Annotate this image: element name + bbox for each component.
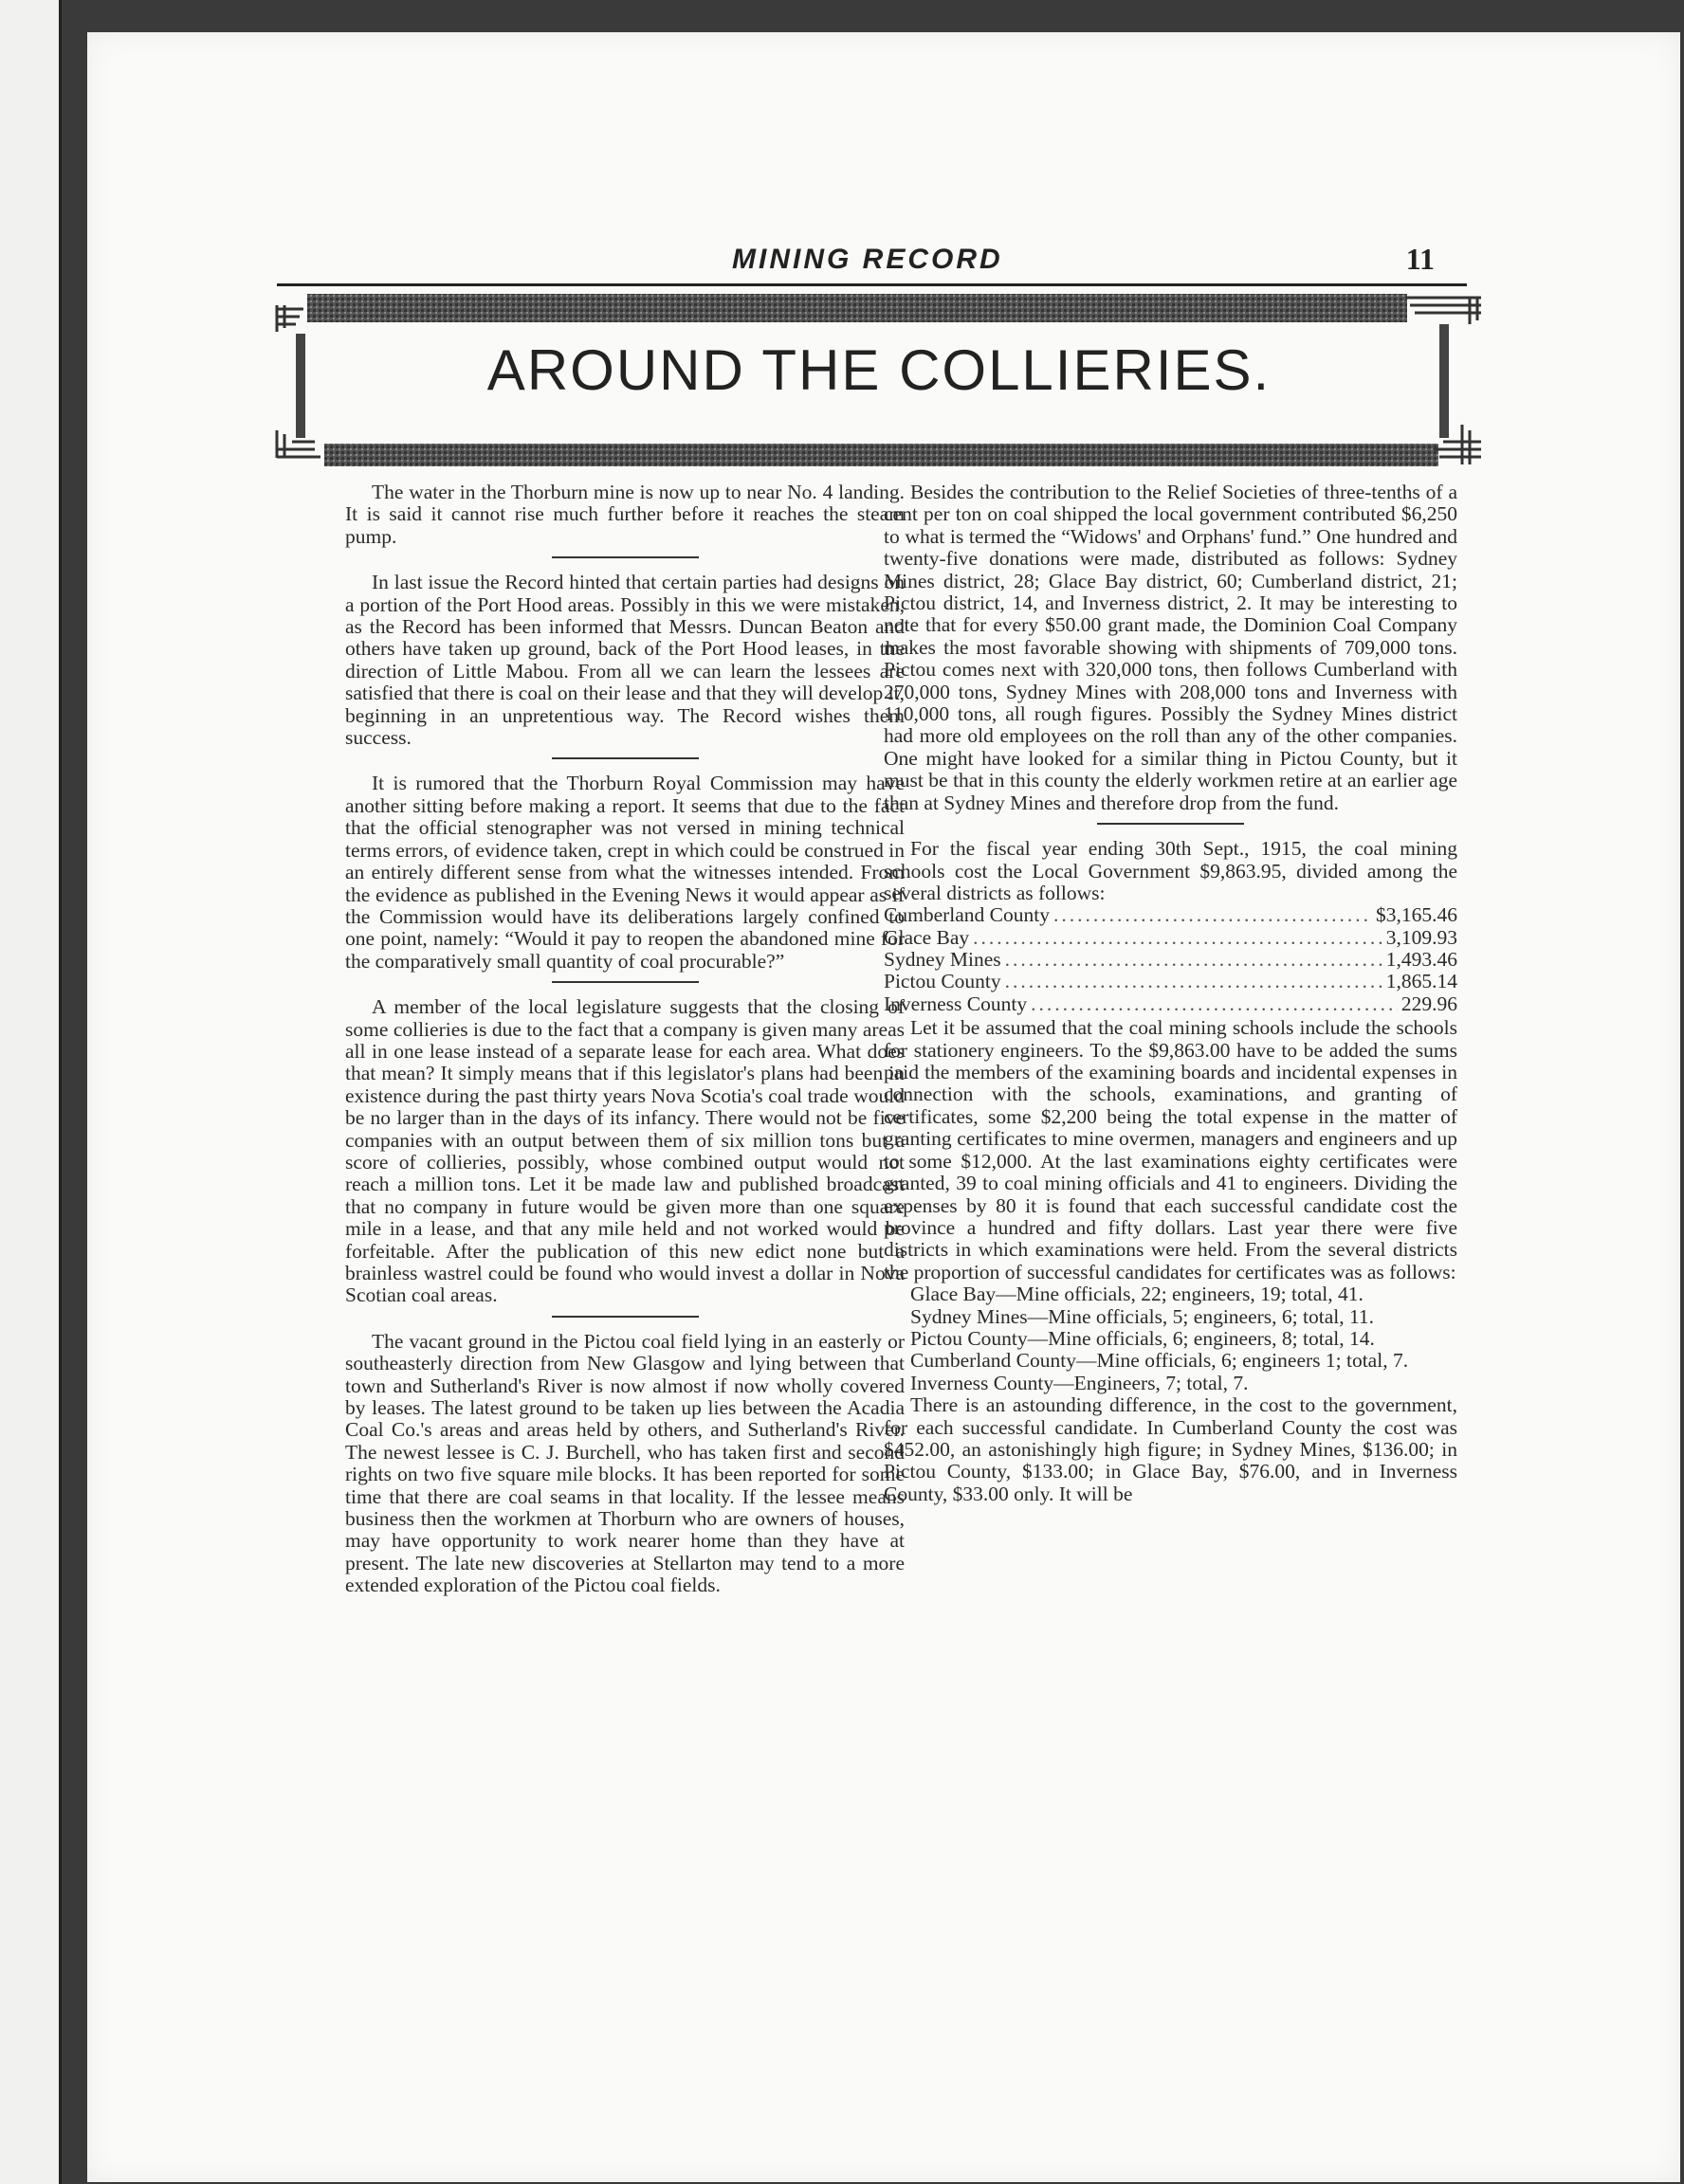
separator-rule — [552, 1316, 699, 1318]
page — [87, 32, 1680, 2182]
table-row — [884, 927, 1457, 949]
leader-dots — [973, 927, 1382, 949]
table-row — [884, 971, 1457, 992]
leader-dots — [1031, 993, 1398, 1015]
separator-rule — [552, 981, 699, 983]
district-amount: 1,865.14 — [1385, 970, 1457, 993]
district-result: Inverness County—Engineers, 7; total, 7. — [910, 1371, 1249, 1394]
district-result: Pictou County—Mine officials, 6; engineers, 8; total, 14. — [910, 1326, 1375, 1350]
separator-rule — [1097, 823, 1244, 825]
article-thorburn-water: The water in the Thorburn mine is now up to near No. 4 landing. It is said it cannot rise much further before it reaches the steam pump. — [345, 481, 905, 548]
cost-table — [884, 904, 1457, 1015]
district-amount: $3,165.46 — [1376, 903, 1457, 927]
district-amount: 3,109.93 — [1385, 925, 1457, 949]
district-result: Cumberland County—Mine officials, 6; engineers 1; total, 7. — [910, 1349, 1409, 1373]
article-port-hood: In last issue the Record hinted that certain parties had designs on a portion of the Port Hood areas. Possibly in this we were mistaken, as the Record has been informed that Messrs. Duncan Beaton and others have taken up ground, back of the Port Hood leases, in the direction of Little Mabou. From all we can learn the lessees are satisfied that there is coal on their lease and that they will develop it, beginning in an unpretentious way. The Record wishes them success. — [345, 571, 905, 750]
district-result: Sydney Mines—Mine officials, 5; engineers, 6; total, 11. — [910, 1304, 1375, 1328]
facing-page-edge — [0, 0, 62, 2184]
right-column — [884, 482, 1457, 1505]
district-name: Glace Bay — [884, 925, 970, 949]
article-pictou-field: The vacant ground in the Pictou coal field lying in an easterly or southeasterly direction from New Glasgow and lying between that town and Sutherland's River is now almost if now wholly covered by leases. The latest ground to be taken up lies between the Acadia Coal Co.'s areas and areas held by others, and Sutherland's River. The newest lessee is C. J. Burchell, who has taken first and second rights on two five square mile blocks. It has been reported for some time that there are coal seams in that locality. If the lessee means business then the workmen at Thorburn who are owners of houses, may have opportunity to work nearer home than they have at present. The late new discoveries at Stellarton may tend to a more extended exploration of the Pictou coal fields. — [345, 1329, 905, 1597]
paragraph-cost-difference: There is an astounding difference, in the cost to the government, for each successful candidate. In Cumberland County the cost was $452.00, an astonishingly high figure; in Sydney Mines, $136.00; in Pictou County, $133.00; in Glace Bay, $76.00, and in Inverness County, $33.00 only. It will be — [884, 1393, 1457, 1505]
leader-dots — [1053, 904, 1372, 926]
district-amount: 229.96 — [1400, 992, 1457, 1015]
section-banner — [267, 264, 1491, 467]
district-amount: 1,493.46 — [1385, 948, 1457, 972]
left-column — [345, 482, 905, 1597]
article-royal-commission: It is rumored that the Thorburn Royal Commission may have another sitting before making a report. It seems that due to the fact that the official stenographer was not versed in mining technical terms errors, of evidence taken, crept in which could be construed in an entirely different sense from what the witnesses intended. From the evidence as published in the Evening News it would appear as if the Commission would have its deliberations largely confined to one point, namely: “Would it pay to reopen the abandoned mine for the comparatively small quantity of coal procurable?” — [345, 772, 905, 973]
leader-dots — [1005, 971, 1382, 992]
separator-rule — [552, 757, 699, 759]
district-result: Glace Bay—Mine officials, 22; engineers, 19; total, 41. — [910, 1283, 1364, 1306]
district-name: Cumberland County — [884, 903, 1050, 927]
journal-title: MINING RECORD — [732, 244, 1003, 275]
page-number: 11 — [1405, 242, 1435, 276]
separator-rule — [552, 556, 699, 558]
article-legislature: A member of the local legislature suggests that the closing of some collieries is due to the fact that a company is given many areas all in one lease instead of a separate lease for each area. What does that mean? It simply means that if this legislator's plans had been in existence during the past thirty years Nova Scotia's coal trade would be no larger than in the days of its infancy. There would not be five companies with an output between them of six million tons but a score of collieries, possibly, whose combined output would not reach a million tons. Let it be made law and published broadcast that no company in future would be given more than one square mile in a lease, and that any mile held and not worked would be forfeitable. After the publication of this new edict none but a brainless wastrel could be found who would invest a dollar in Nova Scotian coal areas. — [345, 995, 905, 1307]
district-name: Inverness County — [884, 992, 1028, 1015]
paragraph-certificates: Let it be assumed that the coal mining schools include the schools for stationery engineers. To the $9,863.00 have to be added the sums paid the members of the examining boards and incidental expenses in connection with the schools, examinations, and granting of certificates, some $2,200 being the total expense in the matter of granting certificates to mine overmen, managers and engineers and up to some $12,000. At the last examinations eighty certificates were granted, 39 to coal mining officials and 41 to engineers. Dividing the expenses by 80 it is found that each successful candidate cost the province a hundred and fifty dollars. Last year there were five districts in which examinations were held. From the several districts the proportion of successful candidates for certificates was as follows: — [884, 1016, 1457, 1283]
table-row — [884, 949, 1457, 971]
district-name: Sydney Mines — [884, 948, 1001, 972]
article-relief-societies: Besides the contribution to the Relief Societies of three-tenths of a cent per ton on coal shipped the local government contributed $6,250 to what is termed the “Widows' and Orphans' fund.” One hundred and twenty-five donations were made, distributed as follows: Sydney Mines district, 28; Glace Bay district, 60; Cumberland district, 21; Pictou district, 14, and Inverness district, 2. It may be interesting to note that for every $50.00 grant made, the Dominion Coal Company makes the most favorable showing with shipments of 709,000 tons. Pictou comes next with 320,000 tons, then follows Cumberland with 270,000 tons, Sydney Mines with 208,000 tons and Inverness with 110,000 tons, all rough figures. Possibly the Sydney Mines district had more old employees on the roll than any of the other companies. One might have looked for a similar thing in Pictou County, but it must be that in this county the elderly workmen retire at an earlier age than at Sydney Mines and therefore drop from the fund. — [884, 481, 1457, 814]
article-mining-schools: For the fiscal year ending 30th Sept., 1915, the coal mining schools cost the Local Government $9,863.95, divided among the several districts as follows: — [884, 837, 1457, 904]
table-row — [884, 993, 1457, 1015]
table-row — [884, 904, 1457, 926]
section-title: AROUND THE COLLIERIES. — [486, 338, 1272, 402]
district-name: Pictou County — [884, 970, 1001, 993]
leader-dots — [1005, 949, 1382, 971]
